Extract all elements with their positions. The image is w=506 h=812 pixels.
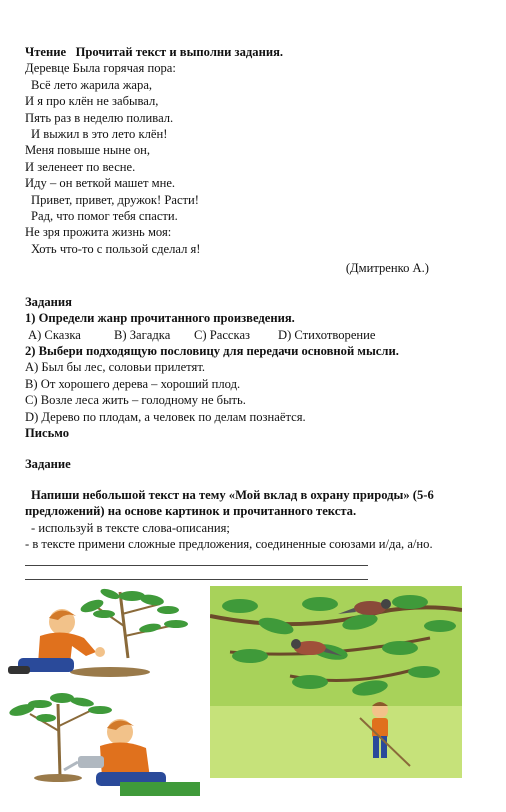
poem-line-5: И выжил в это лето клён! — [31, 127, 168, 142]
question-1: 1) Определи жанр прочитанного произведения. — [25, 311, 295, 326]
poem-author: (Дмитренко А.) — [345, 261, 429, 276]
writing-prompt-line-2: предложений) на основе картинок и прочитанного текста. — [25, 504, 357, 519]
writing-label: Письмо — [25, 425, 70, 440]
q1-option-b: В) Загадка — [114, 327, 171, 342]
writing-prompt-line-1: Напиши небольшой текст на тему «Мой вклад в охрану природы» (5-6 — [31, 487, 434, 502]
q1-option-d: D) Стихотворение — [278, 327, 376, 342]
boy-under-big-tree-with-birds-icon — [210, 586, 462, 778]
question-2: 2) Выбери подходящую пословицу для передачи основной мысли. — [25, 343, 399, 358]
reading-heading-task: Прочитай текст и выполни задания. — [75, 45, 284, 59]
poem-line-2: Всё лето жарила жара, — [31, 77, 153, 92]
q2-option-a: А) Был бы лес, соловьи прилетят. — [25, 360, 206, 375]
poem-line-4: Пять раз в неделю поливал. — [25, 110, 174, 125]
answer-line-2[interactable] — [25, 579, 368, 580]
answer-line-1[interactable] — [25, 565, 368, 566]
q2-option-d: D) Дерево по плодам, а человек по делам познаётся. — [25, 409, 306, 424]
poem-line-9: Привет, привет, дружок! Расти! — [31, 192, 199, 207]
poem-line-1: Деревце Была горячая пора: — [25, 61, 176, 76]
poem-line-3: И я про клён не забывал, — [25, 94, 159, 109]
tasks-title: Задания — [25, 294, 72, 309]
poem-line-7: И зеленеет по весне. — [25, 159, 136, 174]
poem-line-10: Рад, что помог тебя спасти. — [31, 209, 178, 224]
writing-hint-2: - в тексте примени сложные предложения, соединенные союзами и/да, а/но. — [25, 536, 433, 551]
q2-option-c: С) Возле леса жить – голодному не быть. — [25, 393, 246, 408]
reading-heading-label: Чтение — [25, 45, 67, 59]
worksheet — [25, 44, 497, 580]
q1-option-a: А) Сказка — [28, 327, 81, 342]
boy-planting-tree-icon — [0, 586, 205, 804]
writing-hint-1: - используй в тексте слова-описания; — [31, 520, 230, 535]
q2-option-b: В) От хорошего дерева – хороший плод. — [25, 376, 241, 391]
q1-option-c: С) Рассказ — [194, 327, 251, 342]
writing-task-label: Задание — [25, 457, 71, 472]
poem-line-6: Меня повыше ныне он, — [25, 143, 151, 158]
question-1-options — [25, 327, 497, 343]
poem-line-8: Иду – он веткой машет мне. — [25, 176, 176, 191]
poem-line-11: Не зря прожита жизнь моя: — [25, 225, 172, 240]
poem-line-12: Хоть что-то с пользой сделал я! — [31, 241, 201, 256]
reading-heading — [25, 44, 497, 60]
illustrations — [0, 586, 506, 812]
